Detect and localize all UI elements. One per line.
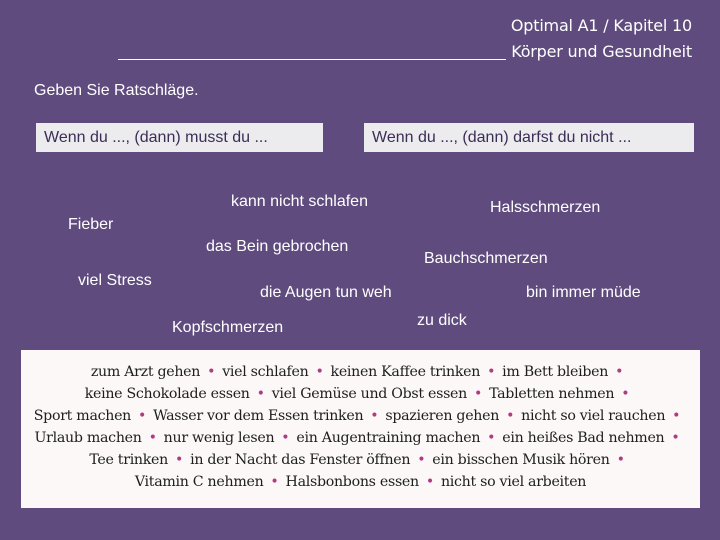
tip-item: ein bisschen Musik hören [432,452,610,468]
tips-panel [21,350,700,508]
bullet-icon: • [506,408,515,424]
tip-item: ein Augentraining machen [296,430,481,446]
tip-item: spazieren gehen [385,408,500,424]
bullet-icon: • [474,386,483,402]
tips-line [21,427,700,449]
bullet-icon: • [370,408,379,424]
rule-box-must-not: Wenn du ..., (dann) darfst du nicht ... [364,123,694,152]
tip-item: viel Gemüse und Obst essen [271,386,467,402]
cue-kann-nicht-schlafen: kann nicht schlafen [231,193,368,210]
cue-fieber: Fieber [68,216,114,233]
tip-item: in der Nacht das Fenster öffnen [190,452,411,468]
tip-item: Vitamin C nehmen [134,474,264,490]
cue-augen-tun-weh: die Augen tun weh [260,284,392,301]
bullet-icon: • [621,386,630,402]
rule-box-must: Wenn du ..., (dann) musst du ... [36,123,323,152]
tip-item: nicht so viel rauchen [521,408,666,424]
tips-line [21,449,700,471]
bullet-icon: • [672,408,681,424]
bullet-icon: • [417,452,426,468]
tip-item: zum Arzt gehen [90,364,201,380]
instruction-text: Geben Sie Ratschläge. [34,82,199,99]
bullet-icon: • [281,430,290,446]
tip-item: Urlaub machen [34,430,142,446]
bullet-icon: • [175,452,184,468]
tip-item: Wasser vor dem Essen trinken [153,408,364,424]
bullet-icon: • [671,430,680,446]
header-divider [118,59,506,60]
tip-item: Sport machen [33,408,132,424]
bullet-icon: • [148,430,157,446]
bullet-icon: • [616,452,625,468]
bullet-icon: • [425,474,434,490]
tip-item: Halsbonbons essen [285,474,419,490]
bullet-icon: • [207,364,216,380]
bullet-icon: • [256,386,265,402]
cue-bauchschmerzen: Bauchschmerzen [424,250,548,267]
tips-line [21,405,700,427]
bullet-icon: • [487,430,496,446]
tip-item: Tabletten nehmen [489,386,615,402]
bullet-icon: • [615,364,624,380]
tips-line [21,361,700,383]
tip-item: viel schlafen [222,364,309,380]
tip-item: nur wenig lesen [163,430,275,446]
bullet-icon: • [315,364,324,380]
cue-immer-muede: bin immer müde [526,284,641,301]
bullet-icon: • [270,474,279,490]
tip-item: ein heißes Bad nehmen [502,430,665,446]
tip-item: keinen Kaffee trinken [330,364,481,380]
tip-item: Tee trinken [89,452,168,468]
tips-line [21,471,700,493]
bullet-icon: • [487,364,496,380]
cue-halsschmerzen: Halsschmerzen [490,199,601,216]
header-title: Optimal A1 / Kapitel 10 [510,16,692,35]
header-subtitle: Körper und Gesundheit [511,42,692,61]
cue-zu-dick: zu dick [417,312,467,329]
tip-item: nicht so viel arbeiten [440,474,587,490]
cue-viel-stress: viel Stress [78,272,152,289]
tip-item: im Bett bleiben [502,364,609,380]
tip-item: keine Schokolade essen [84,386,250,402]
cue-bein-gebrochen: das Bein gebrochen [206,238,349,255]
tips-line [21,383,700,405]
cue-kopfschmerzen: Kopfschmerzen [172,319,284,336]
bullet-icon: • [138,408,147,424]
